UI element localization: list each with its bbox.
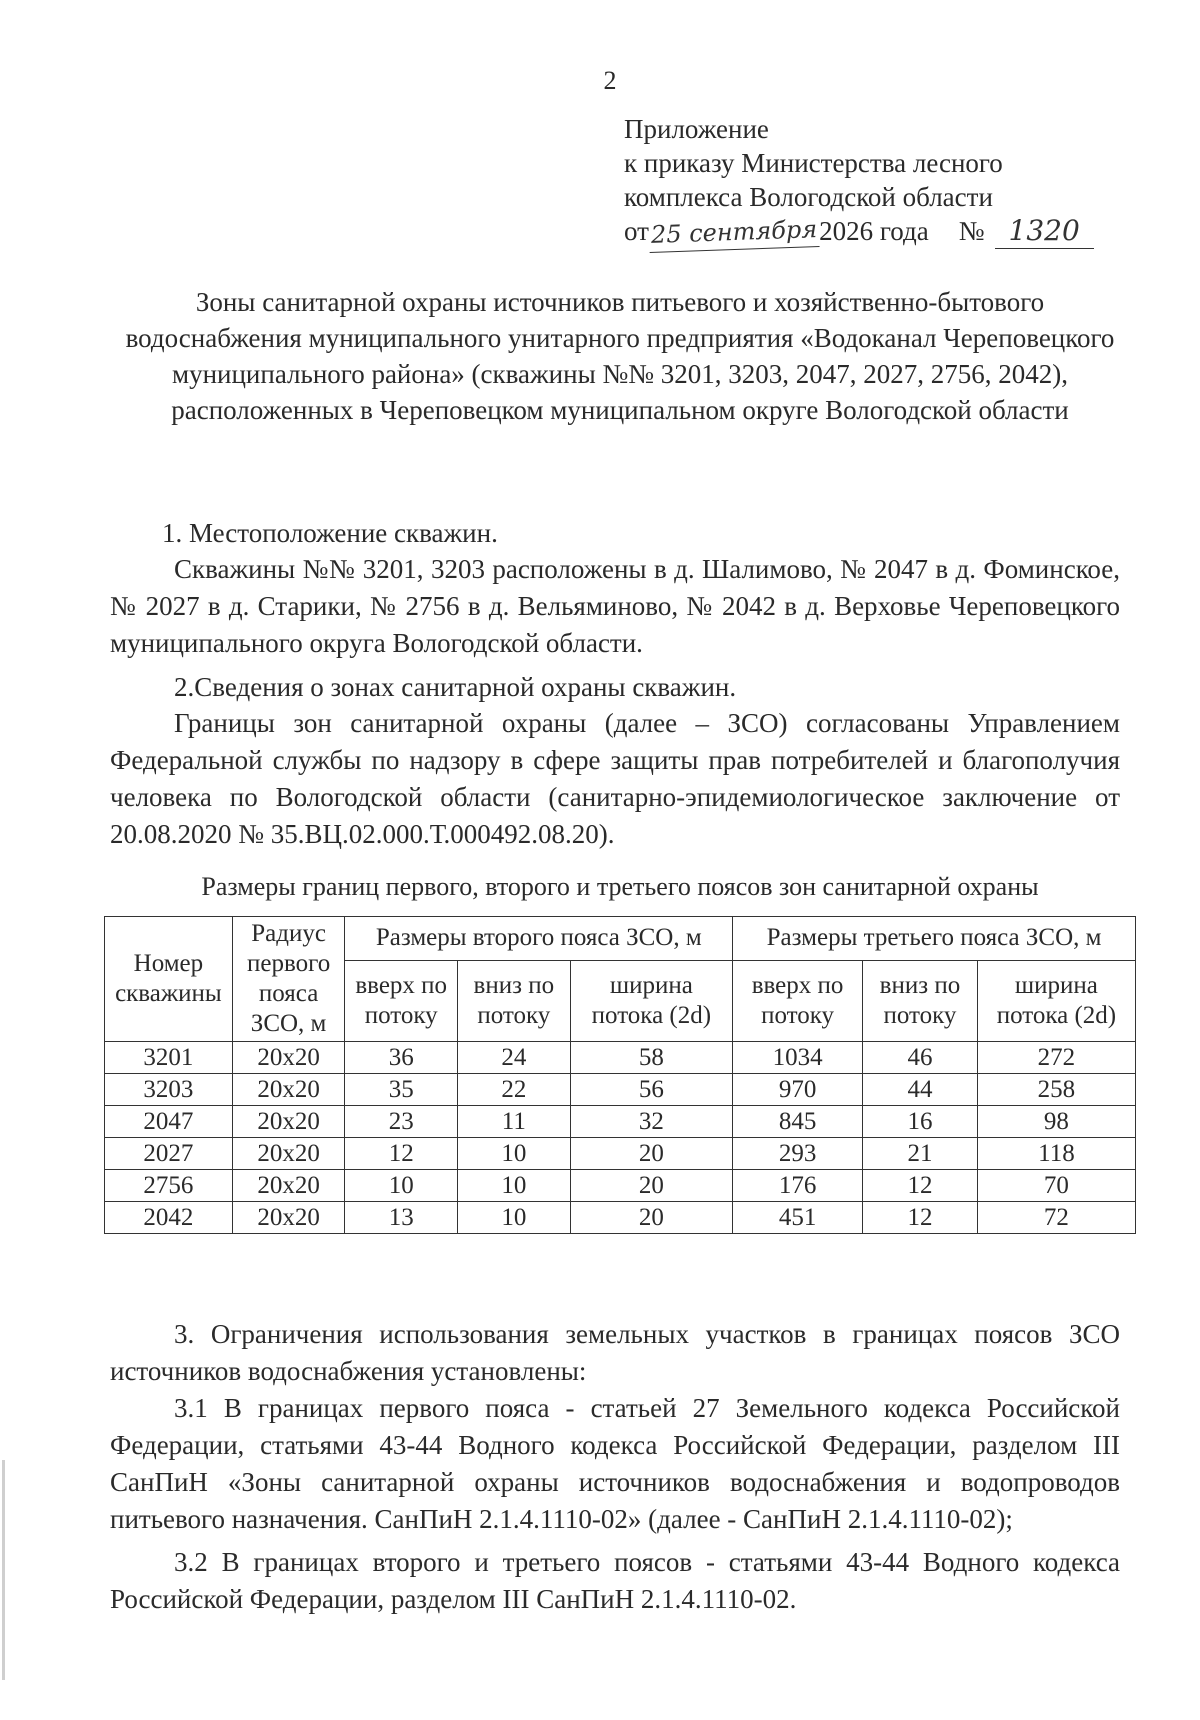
cell-third-width: 72 — [977, 1202, 1135, 1234]
document-title: Зоны санитарной охраны источников питьевого и хозяйственно-бытового водоснабжения муниципального унитарного предприятия «Водоканал Череповецкого муниципального района» (скважины №№ 3201, 3203, 2047, 2027, 2756, 2042), расположенных в Череповецком муниципальном округе Вологодской области — [125, 287, 1115, 425]
cell-second-up: 36 — [345, 1042, 458, 1074]
section-1-heading-block — [110, 515, 1120, 552]
cell-third-down: 16 — [863, 1106, 978, 1138]
header-second-downstream: вниз по потоку — [458, 960, 571, 1041]
cell-third-width: 118 — [977, 1138, 1135, 1170]
table-row — [105, 1170, 1136, 1202]
section-3-text: 3. Ограничения использования земельных участков в границах поясов ЗСО источников водоснабжения установлены: — [110, 1319, 1120, 1386]
cell-second-width: 20 — [570, 1202, 732, 1234]
header-third-width: ширина потока (2d) — [977, 960, 1135, 1041]
cell-well: 2756 — [105, 1170, 233, 1202]
cell-radius: 20х20 — [232, 1042, 345, 1074]
cell-second-width: 56 — [570, 1074, 732, 1106]
cell-radius: 20х20 — [232, 1202, 345, 1234]
appendix-ministry-line: комплекса Вологодской области — [624, 182, 993, 212]
cell-third-down: 12 — [863, 1170, 978, 1202]
cell-well: 3201 — [105, 1042, 233, 1074]
header-well-number: Номер скважины — [105, 917, 233, 1042]
appendix-order-line: к приказу Министерства лесного — [624, 148, 1003, 178]
cell-third-width: 98 — [977, 1106, 1135, 1138]
scan-edge-mark — [2, 1460, 5, 1680]
number-label: № — [958, 216, 985, 246]
header-third-downstream: вниз по потоку — [863, 960, 978, 1041]
cell-third-up: 451 — [733, 1202, 863, 1234]
table-row — [105, 1106, 1136, 1138]
table-row — [105, 1202, 1136, 1234]
handwritten-date: 25 сентября — [648, 212, 819, 253]
cell-second-width: 20 — [570, 1138, 732, 1170]
section-2-heading: 2.Сведения о зонах санитарной охраны скважин. — [174, 672, 737, 702]
section-2-heading-block — [110, 669, 1120, 706]
header-third-belt: Размеры третьего пояса ЗСО, м — [733, 917, 1136, 961]
cell-third-up: 845 — [733, 1106, 863, 1138]
section-2-text-block — [110, 705, 1120, 853]
cell-second-down: 10 — [458, 1170, 571, 1202]
section-1-heading: 1. Местоположение скважин. — [162, 518, 498, 548]
cell-third-down: 21 — [863, 1138, 978, 1170]
cell-third-up: 970 — [733, 1074, 863, 1106]
table-caption: Размеры границ первого, второго и третьего поясов зон санитарной охраны — [201, 872, 1039, 901]
table-header-row-1 — [105, 917, 1136, 961]
cell-radius: 20х20 — [232, 1074, 345, 1106]
appendix-title: Приложение — [624, 114, 769, 144]
cell-radius: 20х20 — [232, 1170, 345, 1202]
section-3-1-text: 3.1 В границах первого пояса - статьей 27 Земельного кодекса Российской Федерации, статьями 43-44 Водного кодекса Российской Федерации, разделом III СанПиН «Зоны санитарной охраны источников водоснабжения и водопроводов питьевого назначения. СанПиН 2.1.4.1110-02» (далее - СанПиН 2.1.4.1110-02); — [110, 1393, 1120, 1534]
cell-radius: 20х20 — [232, 1106, 345, 1138]
cell-second-down: 11 — [458, 1106, 571, 1138]
cell-third-width: 70 — [977, 1170, 1135, 1202]
table-row — [105, 1138, 1136, 1170]
cell-second-up: 23 — [345, 1106, 458, 1138]
section-1-text-block — [110, 551, 1120, 662]
table-row — [105, 1074, 1136, 1106]
cell-third-down: 46 — [863, 1042, 978, 1074]
cell-second-width: 58 — [570, 1042, 732, 1074]
header-second-belt: Размеры второго пояса ЗСО, м — [345, 917, 733, 961]
zso-table — [104, 916, 1136, 1234]
cell-third-up: 1034 — [733, 1042, 863, 1074]
cell-second-down: 10 — [458, 1202, 571, 1234]
year-text: 2026 года — [819, 216, 929, 246]
header-third-upstream: вверх по потоку — [733, 960, 863, 1041]
cell-second-up: 13 — [345, 1202, 458, 1234]
cell-well: 2027 — [105, 1138, 233, 1170]
section-3-block — [110, 1316, 1120, 1390]
header-second-width: ширина потока (2d) — [570, 960, 732, 1041]
cell-third-up: 176 — [733, 1170, 863, 1202]
section-3-1-block — [110, 1390, 1120, 1538]
appendix-block — [624, 112, 1094, 250]
cell-third-width: 272 — [977, 1042, 1135, 1074]
cell-second-up: 12 — [345, 1138, 458, 1170]
cell-radius: 20х20 — [232, 1138, 345, 1170]
cell-third-down: 44 — [863, 1074, 978, 1106]
table-row — [105, 1042, 1136, 1074]
cell-third-width: 258 — [977, 1074, 1135, 1106]
cell-third-down: 12 — [863, 1202, 978, 1234]
cell-well: 2047 — [105, 1106, 233, 1138]
appendix-date-line — [624, 214, 1094, 250]
cell-second-up: 35 — [345, 1074, 458, 1106]
cell-second-width: 32 — [570, 1106, 732, 1138]
header-first-radius: Радиус первого пояса ЗСО, м — [232, 917, 345, 1042]
section-3-2-block — [110, 1544, 1120, 1618]
cell-well: 3203 — [105, 1074, 233, 1106]
section-2-text: Границы зон санитарной охраны (далее – ЗСО) согласованы Управлением Федеральной службы по надзору в сфере защиты прав потребителей и благополучия человека по Вологодской области (санитарно-эпидемиологическое заключение от 20.08.2020 № 35.ВЦ.02.000.Т.000492.08.20). — [110, 708, 1120, 849]
page-number: 2 — [603, 66, 617, 95]
cell-second-up: 10 — [345, 1170, 458, 1202]
cell-second-down: 24 — [458, 1042, 571, 1074]
handwritten-order-number: 1320 — [995, 214, 1094, 249]
cell-well: 2042 — [105, 1202, 233, 1234]
cell-third-up: 293 — [733, 1138, 863, 1170]
section-3-2-text: 3.2 В границах второго и третьего поясов - статьями 43-44 Водного кодекса Российской Федерации, разделом III СанПиН 2.1.4.1110-02. — [110, 1547, 1120, 1614]
cell-second-down: 10 — [458, 1138, 571, 1170]
from-label: от — [624, 216, 649, 246]
section-1-text: Скважины №№ 3201, 3203 расположены в д. Шалимово, № 2047 в д. Фоминское, № 2027 в д. Старики, № 2756 в д. Вельяминово, № 2042 в д. Верховье Череповецкого муниципального округа Вологодской области. — [110, 554, 1120, 658]
cell-second-width: 20 — [570, 1170, 732, 1202]
header-second-upstream: вверх по потоку — [345, 960, 458, 1041]
cell-second-down: 22 — [458, 1074, 571, 1106]
